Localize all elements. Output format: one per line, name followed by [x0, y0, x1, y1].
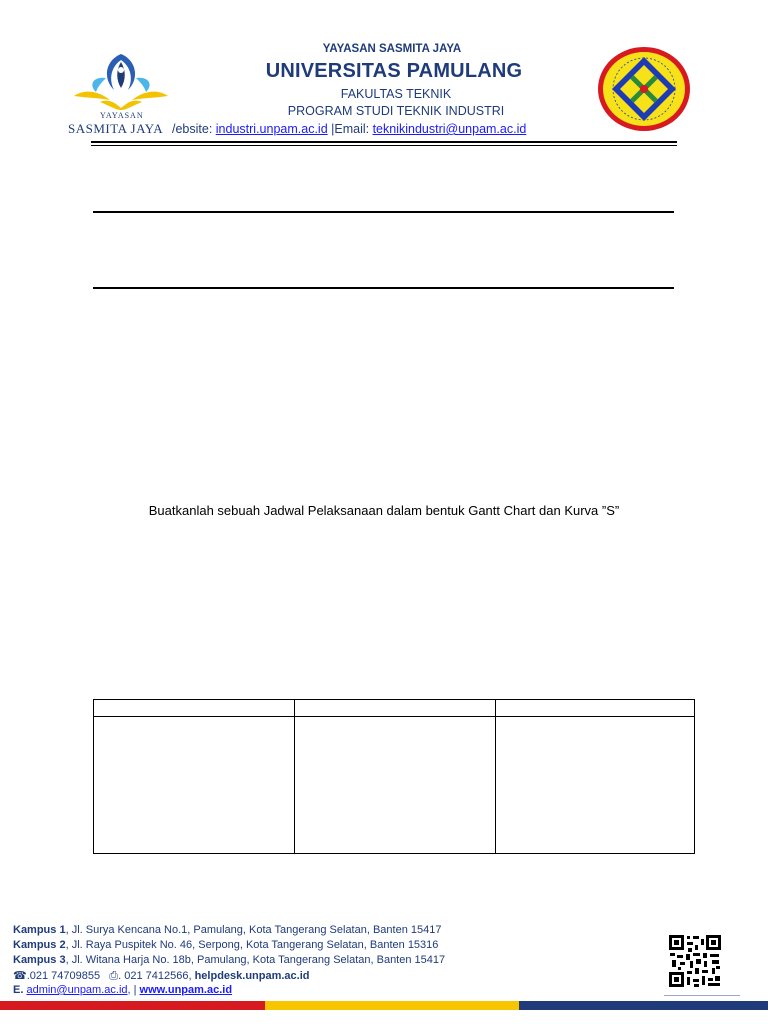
logo-yayasan-text: YAYASAN	[100, 111, 144, 120]
footer-campus-1	[13, 924, 441, 936]
email-separator: , |	[127, 984, 140, 996]
campus-2-address: , Jl. Raya Puspitek No. 46, Serpong, Kota Tangerang Selatan, Banten 15316	[65, 939, 439, 951]
table-column-divider	[495, 700, 496, 853]
email-label: |Email:	[327, 122, 373, 136]
header-contact	[172, 122, 526, 136]
footer-web-link[interactable]: www.unpam.ac.id	[139, 984, 233, 996]
title-line-1	[93, 211, 674, 213]
footer-campus-3	[13, 954, 445, 966]
logo-brand-text: SASMITA JAYA	[68, 121, 164, 136]
header-rule-thick	[91, 141, 677, 143]
email-link[interactable]: teknikindustri@unpam.ac.id	[372, 122, 527, 136]
footer-bar-yellow	[265, 1001, 519, 1010]
phone-number: .021 74709855	[26, 970, 101, 982]
phone-icon: ☎	[13, 970, 27, 982]
header-faculty: FAKULTAS TEKNIK	[340, 87, 452, 101]
fax-icon: ⎙	[109, 970, 119, 982]
title-line-2	[93, 287, 674, 289]
table-column-divider	[294, 700, 295, 853]
unpam-seal-icon	[596, 45, 692, 133]
website-label: /ebsite:	[172, 122, 216, 136]
header-program: PROGRAM STUDI TEKNIK INDUSTRI	[287, 104, 505, 118]
qr-code-icon	[668, 934, 722, 988]
footer-bar-blue	[519, 1001, 768, 1010]
campus-1-address: , Jl. Surya Kencana No.1, Pamulang, Kota Tangerang Selatan, Banten 15417	[65, 924, 442, 936]
header-rule-thin	[91, 145, 677, 146]
footer-email-line	[13, 984, 232, 996]
website-link[interactable]: industri.unpam.ac.id	[215, 122, 328, 136]
qr-code	[668, 934, 722, 988]
footer-phone-line	[13, 969, 310, 983]
unpam-seal-logo	[596, 45, 692, 133]
campus-2-label: Kampus 2	[13, 939, 66, 951]
email-prefix: E.	[13, 984, 27, 996]
helpdesk-text: helpdesk.unpam.ac.id	[194, 970, 310, 982]
footer-bar-red	[0, 1001, 265, 1010]
signature-table	[93, 699, 695, 854]
footer-campus-2	[13, 939, 438, 951]
fax-number: . 021 7412566,	[118, 970, 195, 982]
campus-1-label: Kampus 1	[13, 924, 66, 936]
qr-underline	[664, 995, 740, 996]
table-header-row	[94, 700, 694, 717]
header-yayasan: YAYASAN SASMITA JAYA	[322, 43, 462, 55]
campus-3-address: , Jl. Witana Harja No. 18b, Pamulang, Kota Tangerang Selatan, Banten 15417	[65, 954, 446, 966]
campus-3-label: Kampus 3	[13, 954, 66, 966]
header-university: UNIVERSITAS PAMULANG	[265, 60, 523, 82]
instruction-text: Buatkanlah sebuah Jadwal Pelaksanaan dalam bentuk Gantt Chart dan Kurva ”S”	[148, 503, 620, 518]
footer-email-link[interactable]: admin@unpam.ac.id	[26, 984, 128, 996]
